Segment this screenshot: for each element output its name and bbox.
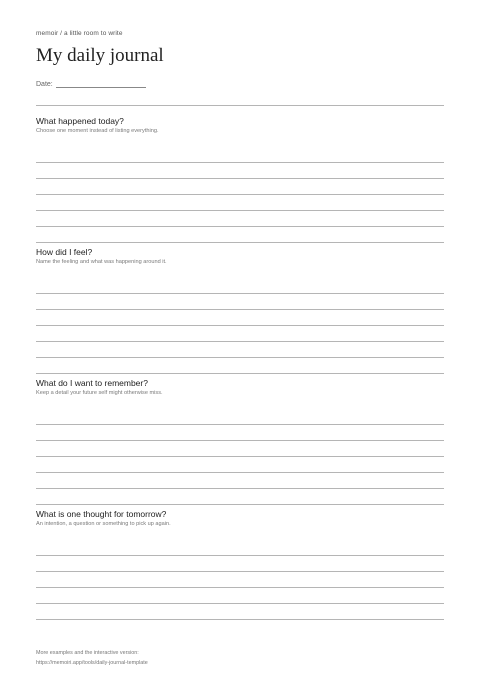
writing-line[interactable] bbox=[36, 488, 444, 489]
page-title: My daily journal bbox=[36, 45, 164, 66]
writing-line[interactable] bbox=[36, 587, 444, 588]
writing-line[interactable] bbox=[36, 162, 444, 163]
date-label: Date: bbox=[36, 81, 53, 88]
writing-line[interactable] bbox=[36, 424, 444, 425]
section-title: What is one thought for tomorrow? bbox=[36, 509, 167, 519]
writing-line[interactable] bbox=[36, 373, 444, 374]
writing-line[interactable] bbox=[36, 325, 444, 326]
writing-line[interactable] bbox=[36, 341, 444, 342]
date-row bbox=[36, 80, 146, 88]
writing-line[interactable] bbox=[36, 619, 444, 620]
writing-line[interactable] bbox=[36, 357, 444, 358]
writing-line[interactable] bbox=[36, 226, 444, 227]
writing-line[interactable] bbox=[36, 309, 444, 310]
section-hint: Choose one moment instead of listing everything. bbox=[36, 128, 159, 134]
writing-line[interactable] bbox=[36, 555, 444, 556]
header-divider bbox=[36, 105, 444, 106]
section-title: What happened today? bbox=[36, 116, 124, 126]
brand-tagline: memoir / a little room to write bbox=[36, 30, 123, 37]
writing-line[interactable] bbox=[36, 242, 444, 243]
writing-line[interactable] bbox=[36, 603, 444, 604]
section-hint: Keep a detail your future self might otherwise miss. bbox=[36, 390, 163, 396]
writing-line[interactable] bbox=[36, 472, 444, 473]
footer-link[interactable]: https://memoiri.app/tools/daily-journal-template bbox=[36, 660, 148, 666]
writing-line[interactable] bbox=[36, 504, 444, 505]
date-write-line[interactable] bbox=[56, 80, 146, 88]
writing-line[interactable] bbox=[36, 293, 444, 294]
writing-line[interactable] bbox=[36, 571, 444, 572]
section-title: What do I want to remember? bbox=[36, 378, 148, 388]
section-hint: Name the feeling and what was happening around it. bbox=[36, 259, 167, 265]
writing-line[interactable] bbox=[36, 456, 444, 457]
writing-line[interactable] bbox=[36, 210, 444, 211]
footer-note: More examples and the interactive version: bbox=[36, 650, 139, 656]
writing-line[interactable] bbox=[36, 194, 444, 195]
writing-line[interactable] bbox=[36, 440, 444, 441]
section-title: How did I feel? bbox=[36, 247, 93, 257]
section-hint: An intention, a question or something to pick up again. bbox=[36, 521, 171, 527]
writing-line[interactable] bbox=[36, 178, 444, 179]
